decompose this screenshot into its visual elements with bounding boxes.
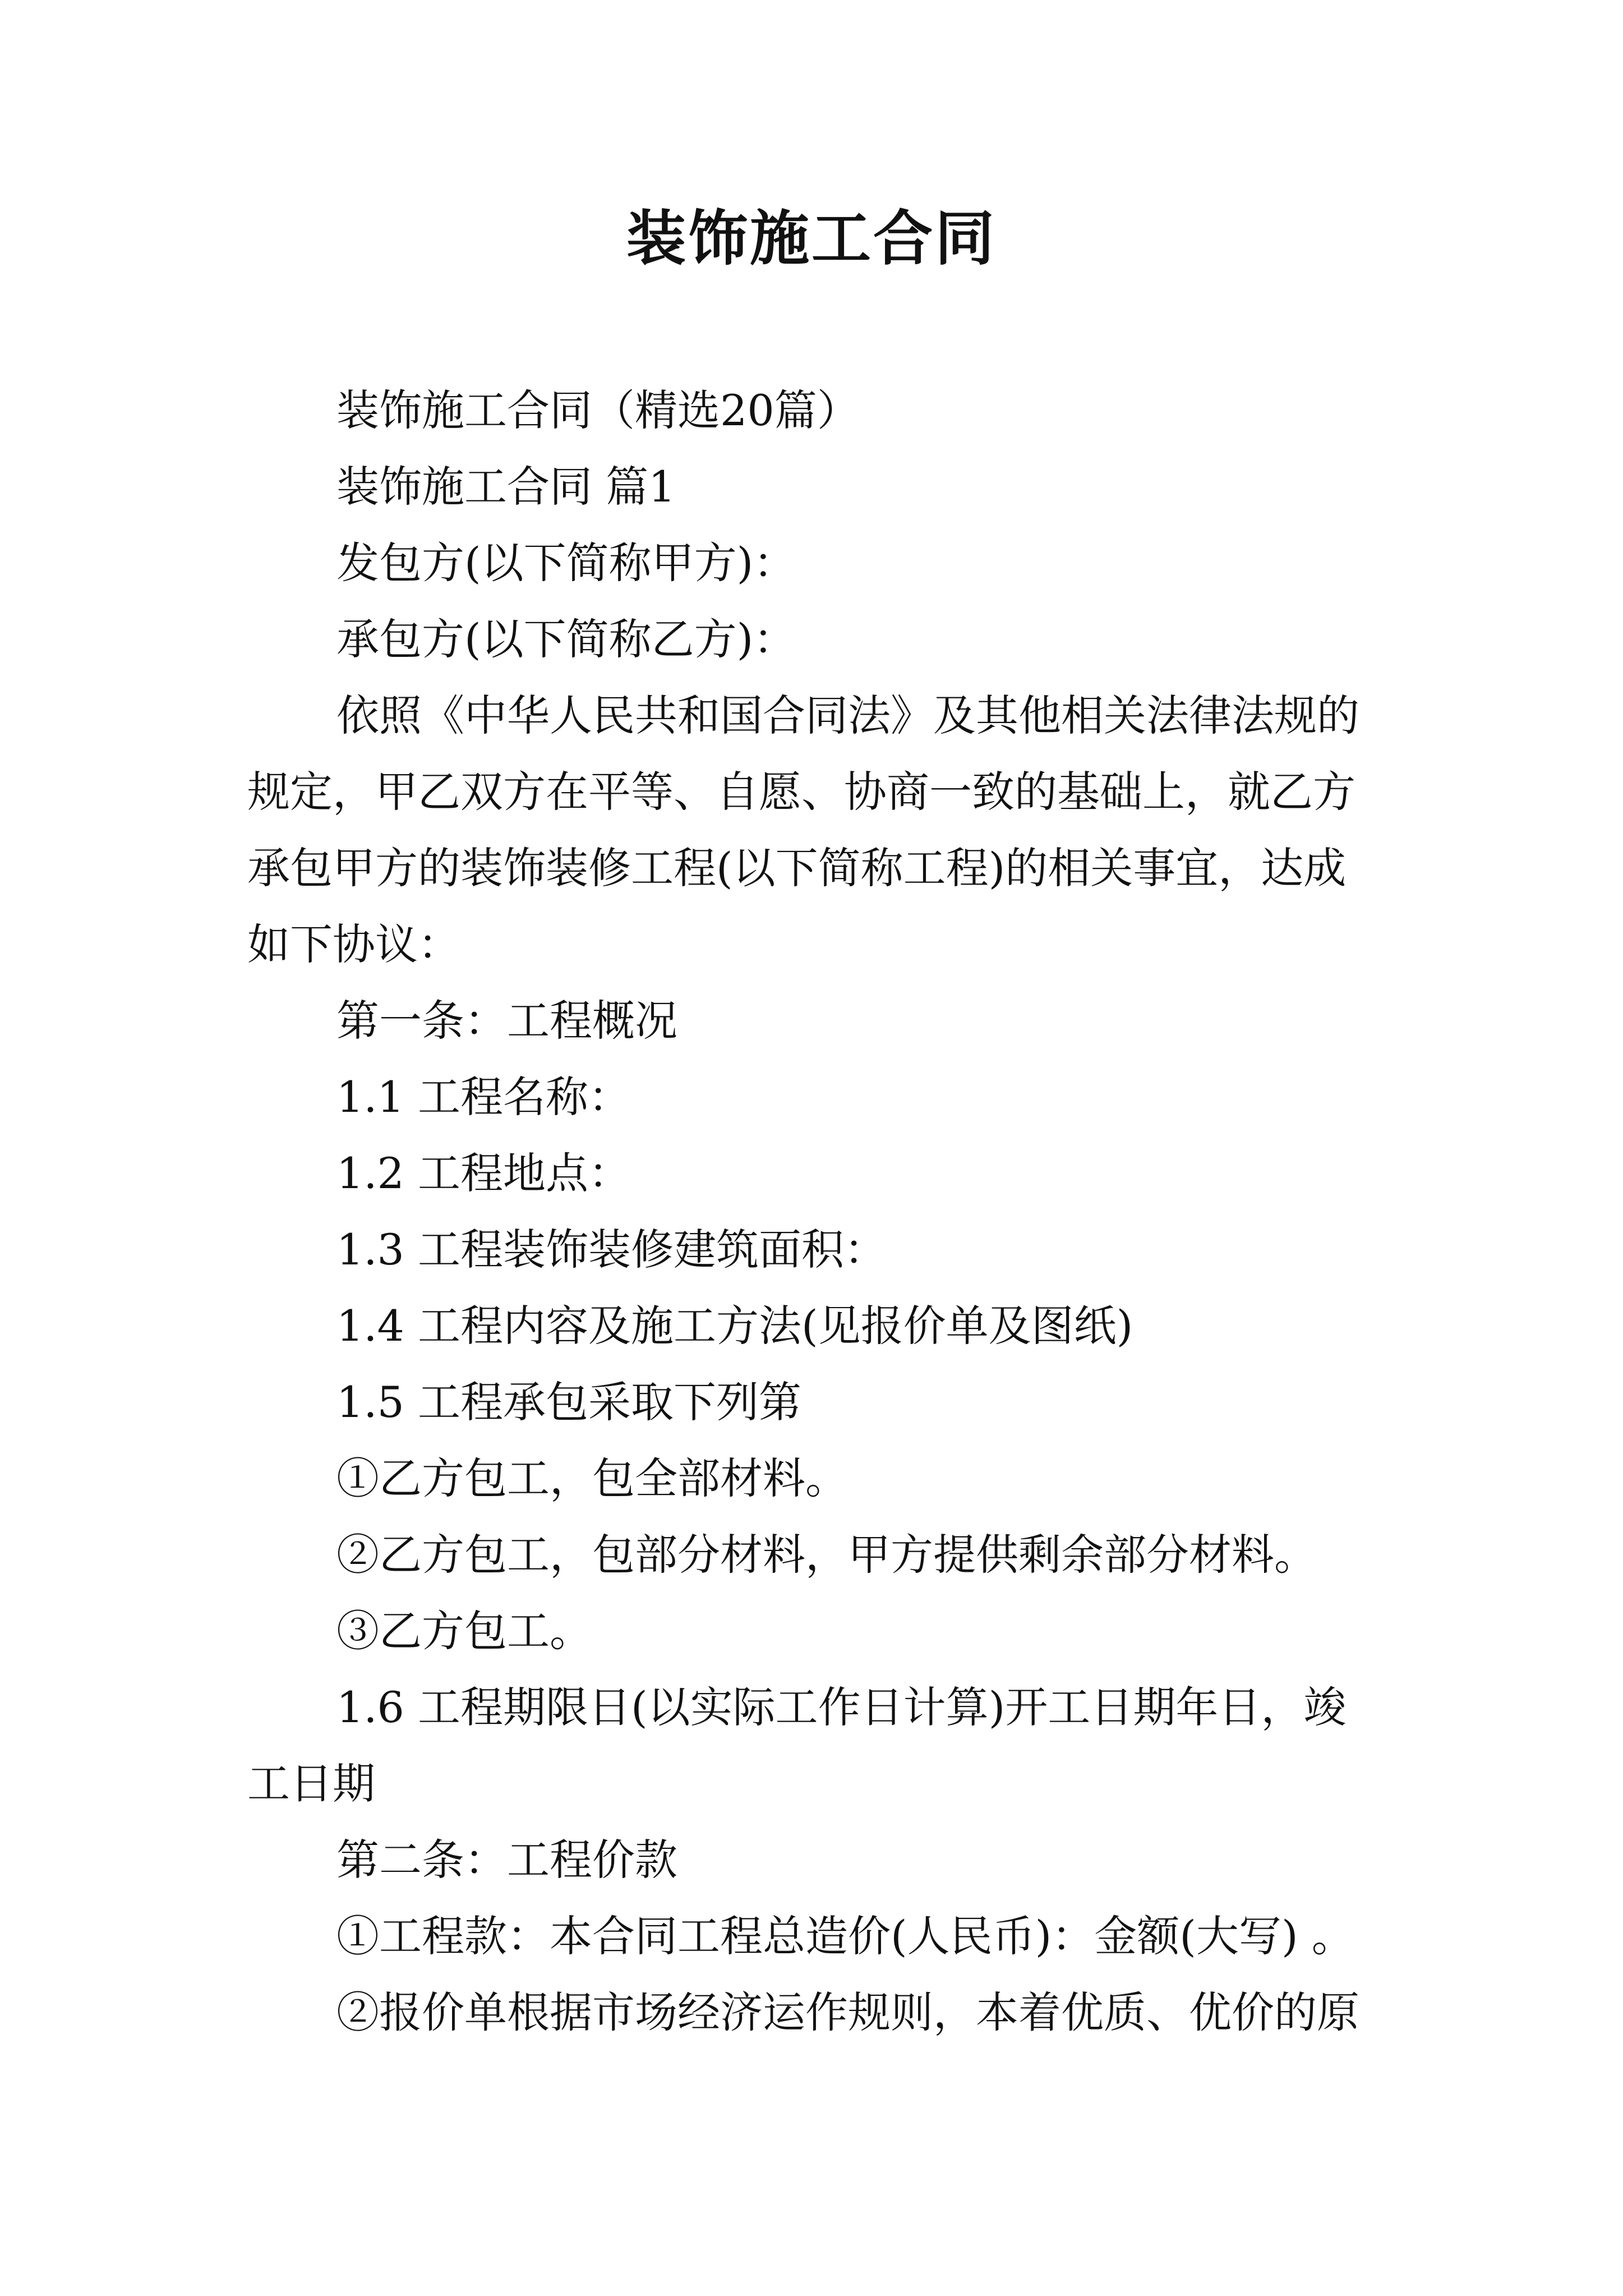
paragraph-line: 规定，甲乙双方在平等、自愿、协商一致的基础上，就乙方	[247, 767, 1355, 817]
article-heading: 第一条：工程概况	[336, 996, 677, 1046]
clause-line: ①工程款：本合同工程总造价(人民币)：金额(大写) 。	[336, 1911, 1354, 1961]
clause-line: 1.1 工程名称：	[336, 1072, 631, 1122]
clause-line: 1.5 工程承包采取下列第	[336, 1377, 802, 1427]
clause-line: 1.3 工程装饰装修建筑面积：	[336, 1225, 887, 1274]
paragraph-line: 如下协议：	[247, 919, 460, 969]
option-line: ①乙方包工，包全部材料。	[336, 1453, 848, 1503]
document-title: 装饰施工合同	[626, 203, 997, 273]
clause-line: 1.2 工程地点：	[336, 1148, 631, 1198]
clause-line: 工日期	[247, 1759, 375, 1809]
paragraph-line: 承包甲方的装饰装修工程(以下简称工程)的相关事宜，达成	[247, 843, 1347, 893]
article-heading: 第二条：工程价款	[336, 1835, 677, 1885]
subtitle: 装饰施工合同（精选20篇）	[336, 385, 860, 435]
paragraph-line: 依照《中华人民共和国合同法》及其他相关法律法规的	[336, 691, 1359, 740]
party-a-line: 发包方(以下简称甲方)：	[336, 538, 796, 588]
section-heading: 装饰施工合同 篇1	[336, 462, 676, 512]
clause-line: 1.6 工程期限日(以实际工作日计算)开工日期年日，竣	[336, 1682, 1347, 1732]
clause-line: ②报价单根据市场经济运作规则，本着优质、优价的原	[336, 1987, 1359, 2037]
party-b-line: 承包方(以下简称乙方)：	[336, 614, 796, 664]
clause-line: 1.4 工程内容及施工方法(见报价单及图纸)	[336, 1301, 1133, 1351]
option-line: ③乙方包工。	[336, 1606, 592, 1656]
option-line: ②乙方包工，包部分材料，甲方提供剩余部分材料。	[336, 1530, 1317, 1580]
